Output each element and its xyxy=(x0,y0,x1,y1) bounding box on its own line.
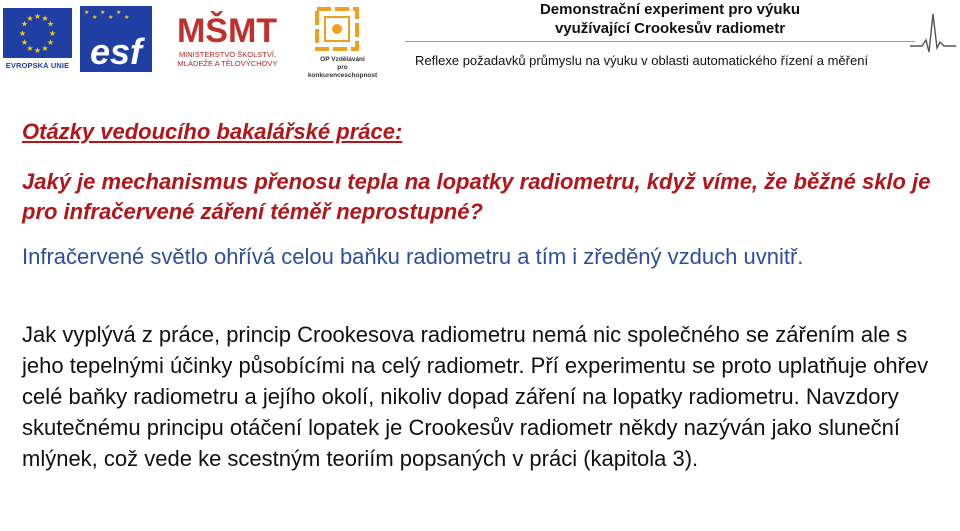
msmt-text: MŠMT xyxy=(176,12,278,50)
msmt-logo xyxy=(165,6,290,74)
svg-text:★: ★ xyxy=(18,29,27,38)
svg-text:★: ★ xyxy=(116,9,122,16)
op-caption-line1: OP Vzdělávání xyxy=(320,56,365,63)
svg-text:★: ★ xyxy=(41,14,49,23)
project-title xyxy=(470,0,870,38)
svg-text:★: ★ xyxy=(33,12,42,21)
project-subtitle: Reflexe požadavků průmyslu na výuku v oblasti automatického řízení a měření xyxy=(415,53,869,68)
svg-text:★: ★ xyxy=(26,44,34,53)
op-caption xyxy=(305,56,380,80)
svg-text:★: ★ xyxy=(33,46,42,55)
svg-text:★: ★ xyxy=(20,38,29,47)
project-title-line1: Demonstrační experiment pro výuku xyxy=(539,1,801,18)
esf-text: esf xyxy=(89,31,143,72)
eu-caption: EVROPSKÁ UNIE xyxy=(5,61,70,70)
op-caption-line2: pro konkurenceschopnost xyxy=(307,64,378,79)
msmt-caption-line2: MLÁDEŽE A TĚLOVÝCHOVY xyxy=(177,59,278,68)
explanation-paragraph: Jak vyplývá z práce, princip Crookesova radiometru nemá nic společného se zářením ale s jeho tepelnými účinky působícími na celý radiometr. Pří experimentu se proto uplatňuje ohřev celé baňky radiometru a jejího okolí, nikoliv dopad záření na lopatky radiometru. Navzdory skutečnému principu otáčení lopatek je Crookesův radiometr někdy nazýván jako sluneční mlýnek, což vede ke scestným teoriím popsaných v práci (kapitola 3). xyxy=(22,322,929,471)
svg-text:★: ★ xyxy=(20,19,29,29)
main-content xyxy=(22,118,942,474)
esf-logo-icon xyxy=(80,6,152,72)
msmt-caption-line1: MINISTERSTVO ŠKOLSTVÍ, xyxy=(178,50,277,59)
page-header xyxy=(0,0,960,80)
eu-logo xyxy=(0,8,75,72)
svg-text:★: ★ xyxy=(108,14,114,21)
svg-text:★: ★ xyxy=(46,38,55,47)
section-heading: Otázky vedoucího bakalářské práce: xyxy=(22,119,403,144)
eu-flag xyxy=(3,8,72,58)
eu-stars-icon xyxy=(3,8,72,58)
header-divider xyxy=(405,41,915,42)
msmt-logo-icon xyxy=(165,6,290,50)
svg-text:★: ★ xyxy=(100,9,106,16)
msmt-caption xyxy=(165,50,290,68)
svg-text:★: ★ xyxy=(48,29,57,38)
project-title-line2: využívající Crookesův radiometr xyxy=(554,20,786,37)
question-text: Jaký je mechanismus přenosu tepla na lopatky radiometru, když víme, že běžné sklo je pro infračervené záření téměř neprostupné? xyxy=(22,169,931,224)
svg-text:★: ★ xyxy=(46,19,55,29)
op-logo xyxy=(305,6,380,79)
answer-text: Infračervené světlo ohřívá celou baňku radiometru a tím i zředěný vzduch uvnitř. xyxy=(22,244,804,269)
signal-waveform-icon xyxy=(910,10,956,56)
svg-text:★: ★ xyxy=(92,14,98,21)
op-logo-icon xyxy=(305,6,380,54)
esf-logo xyxy=(80,6,152,72)
svg-text:★: ★ xyxy=(26,14,34,23)
svg-text:★: ★ xyxy=(41,44,49,53)
svg-text:★: ★ xyxy=(84,9,90,16)
svg-text:★: ★ xyxy=(124,14,130,21)
